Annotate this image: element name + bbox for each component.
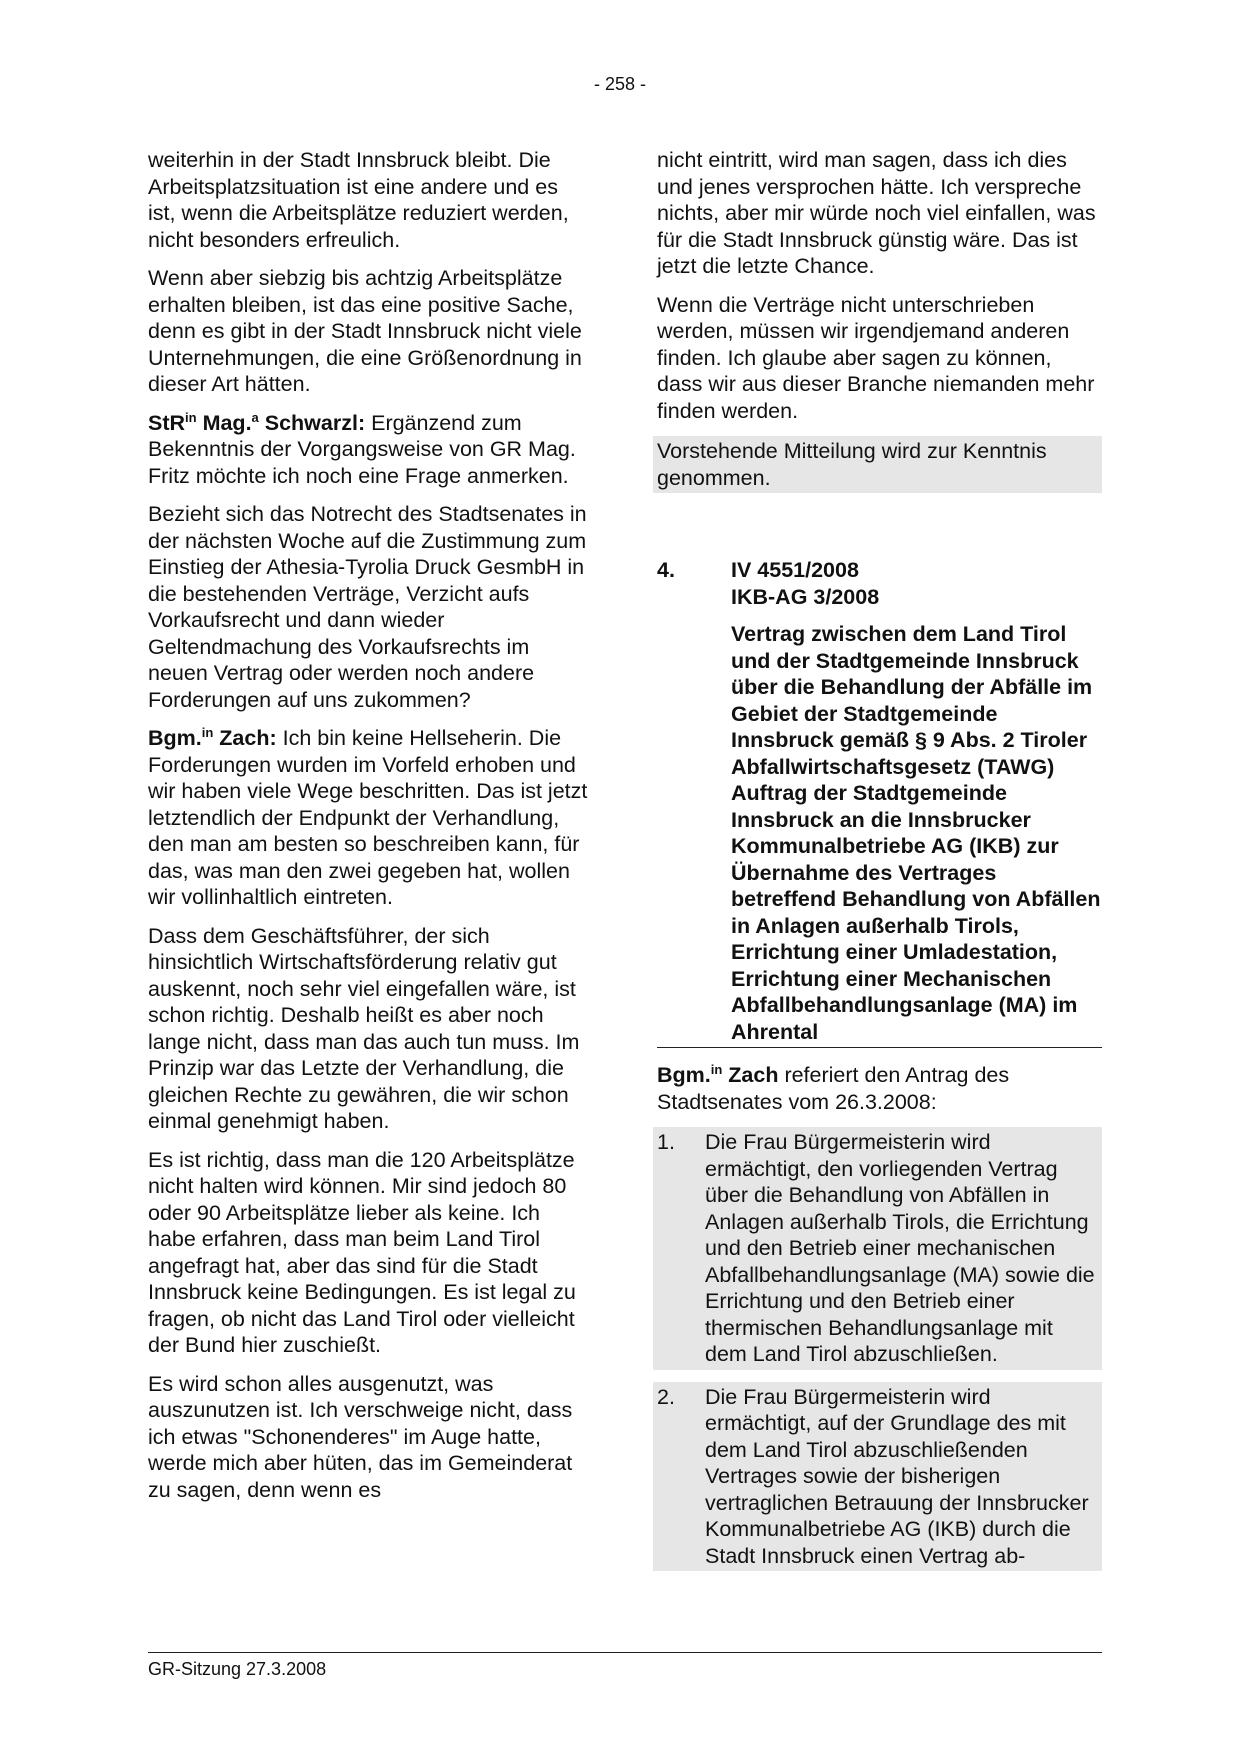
paragraph: Es ist richtig, dass man die 120 Arbeitsplätze nicht halten wird können. Mir sind jedoch 80 oder 90 Arbeitsplätze lieber als keine. Ich habe erfahren, dass man beim Land Tirol angefragt hat, aber das sind für die Stadt Innsbruck keine Bedingungen. Es ist legal zu fragen, ob nicht das Land Tirol oder vielleicht der Bund hier zuschießt.: [148, 1147, 576, 1357]
page-number: - 258 -: [593, 74, 647, 94]
list-item: [653, 1382, 1102, 1572]
speech-schwarzl: [148, 410, 588, 490]
paragraph: Wenn aber siebzig bis achtzig Arbeitsplätze erhalten bleiben, ist das eine positive Sache, denn es gibt in der Stadt Innsbruck nicht viele Unternehmungen, die eine Größenordnung in dieser Art hätten.: [148, 266, 582, 396]
motion-list: [657, 1127, 1102, 1571]
paragraph: nicht eintritt, wird man sagen, dass ich dies und jenes versprochen hätte. Ich verspreche nichts, aber mir würde noch viel einfallen, was für die Stadt Innsbruck günstig wäre. Das ist jetzt die letzte Chance.: [657, 148, 1096, 278]
agenda-item-refs: [731, 557, 879, 610]
left-column: [148, 147, 588, 1515]
agenda-item-header: [657, 557, 1102, 610]
agenda-item: [657, 557, 1102, 1048]
speech-text: Ergänzend zum Bekenntnis der Vorgangsweise von GR Mag. Fritz möchte ich noch eine Frage anmerken.: [148, 410, 576, 488]
agenda-item-ref: IKB-AG 3/2008: [731, 584, 880, 609]
referral-text: referiert den Antrag des Stadtsenates vom 26.3.2008:: [657, 1063, 1010, 1114]
right-column: [657, 147, 1102, 1583]
agenda-item-number: 4.: [657, 558, 675, 582]
speaker-name: StR$^{in}$ Mag.$^a$ Schwarzl:: [148, 409, 366, 435]
referral-paragraph: [657, 1062, 1102, 1115]
footer-divider: [148, 1652, 1102, 1653]
divider: [657, 1047, 1102, 1048]
speech-zach: [148, 725, 588, 911]
paragraph: Dass dem Geschäftsführer, der sich hinsichtlich Wirtschaftsförderung relativ gut auskennt, noch sehr viel eingefallen wäre, ist schon richtig. Deshalb heißt es aber noch lange nicht, dass man das auch tun muss. Im Prinzip war das Letzte der Verhandlung, die gleichen Rechte zu gewähren, die wir schon einmal genehmigt haben.: [148, 923, 580, 1133]
agenda-item-title: Vertrag zwischen dem Land Tirol und der Stadtgemeinde Innsbruck über die Behandlung der Abfälle im Gebiet der Stadtgemeinde Innsbruck gemäß § 9 Abs. 2 Tiroler Abfallwirtschaftsgesetz (TAWG) Auftrag der Stadtgemeinde Innsbruck an die Innsbrucker Kommunalbetriebe AG (IKB) zur Übernahme des Vertrages betreffend Behandlung von Abfällen in Anlagen außerhalb Tirols, Errichtung einer Umladestation, Errichtung einer Mechanischen Abfallbehandlungsanlage (MA) im Ahrental: [731, 622, 1101, 1044]
footer-text: GR-Sitzung 27.3.2008: [148, 1659, 327, 1679]
paragraph: Wenn die Verträge nicht unterschrieben werden, müssen wir irgendjemand anderen finden. Ich glaube aber sagen zu können, dass wir aus dieser Branche niemanden mehr finden werden.: [657, 292, 1095, 423]
list-text: Die Frau Bürgermeisterin wird ermächtigt, den vorliegenden Vertrag über die Behandlung von Abfällen in Anlagen außerhalb Tirols, die Errichtung und den Betrieb einer mechanischen Abfallbehandlungsanlage (MA) sowie die Errichtung und den Betrieb einer thermischen Behandlungsanlage mit dem Land Tirol abzuschließen.: [705, 1130, 1095, 1366]
speaker-name: Bgm.$^{in}$ Zach: [657, 1062, 779, 1087]
agenda-item-ref: IV 4551/2008: [731, 558, 859, 582]
list-item: [653, 1127, 1102, 1370]
paragraph: Bezieht sich das Notrecht des Stadtsenates in der nächsten Woche auf die Zustimmung zum Einstieg der Athesia-Tyrolia Druck GesmbH in die bestehenden Verträge, Verzicht aufs Vorkaufsrecht und dann wieder Geltendmachung des Vorkaufsrechts im neuen Vertrag oder werden noch andere Forderungen auf uns zukommen?: [148, 502, 587, 712]
speech-text: Ich bin keine Hellseherin. Die Forderungen wurden im Vorfeld erhoben und wir haben viele Wege beschritten. Das ist jetzt letztendlich der Endpunkt der Verhandlung, den man am besten so beschreiben kann, für das, was man den zwei gegeben hat, wollen wir vollinhaltlich eintreten.: [148, 726, 588, 909]
notice-box: Vorstehende Mitteilung wird zur Kenntnis genommen.: [653, 436, 1102, 493]
speaker-name: Bgm.$^{in}$ Zach:: [148, 725, 277, 750]
list-text: Die Frau Bürgermeisterin wird ermächtigt, auf der Grundlage des mit dem Land Tirol abzuschließenden Vertrages sowie der bisherigen vertraglichen Betrauung der Innsbrucker Kommunalbetriebe AG (IKB) durch die Stadt Innsbruck einen Vertrag ab-: [705, 1384, 1089, 1568]
paragraph: Es wird schon alles ausgenutzt, was auszunutzen ist. Ich verschweige nicht, dass ich etwas "Schonenderes" im Auge hatte, werde mich aber hüten, das im Gemeinderat zu sagen, denn wenn es: [148, 1371, 573, 1502]
paragraph: weiterhin in der Stadt Innsbruck bleibt. Die Arbeitsplatzsituation ist eine andere und es ist, wenn die Arbeitsplätze reduziert werden, nicht besonders erfreulich.: [148, 148, 569, 252]
list-number: 2.: [657, 1384, 675, 1409]
list-number: 1.: [657, 1130, 675, 1154]
